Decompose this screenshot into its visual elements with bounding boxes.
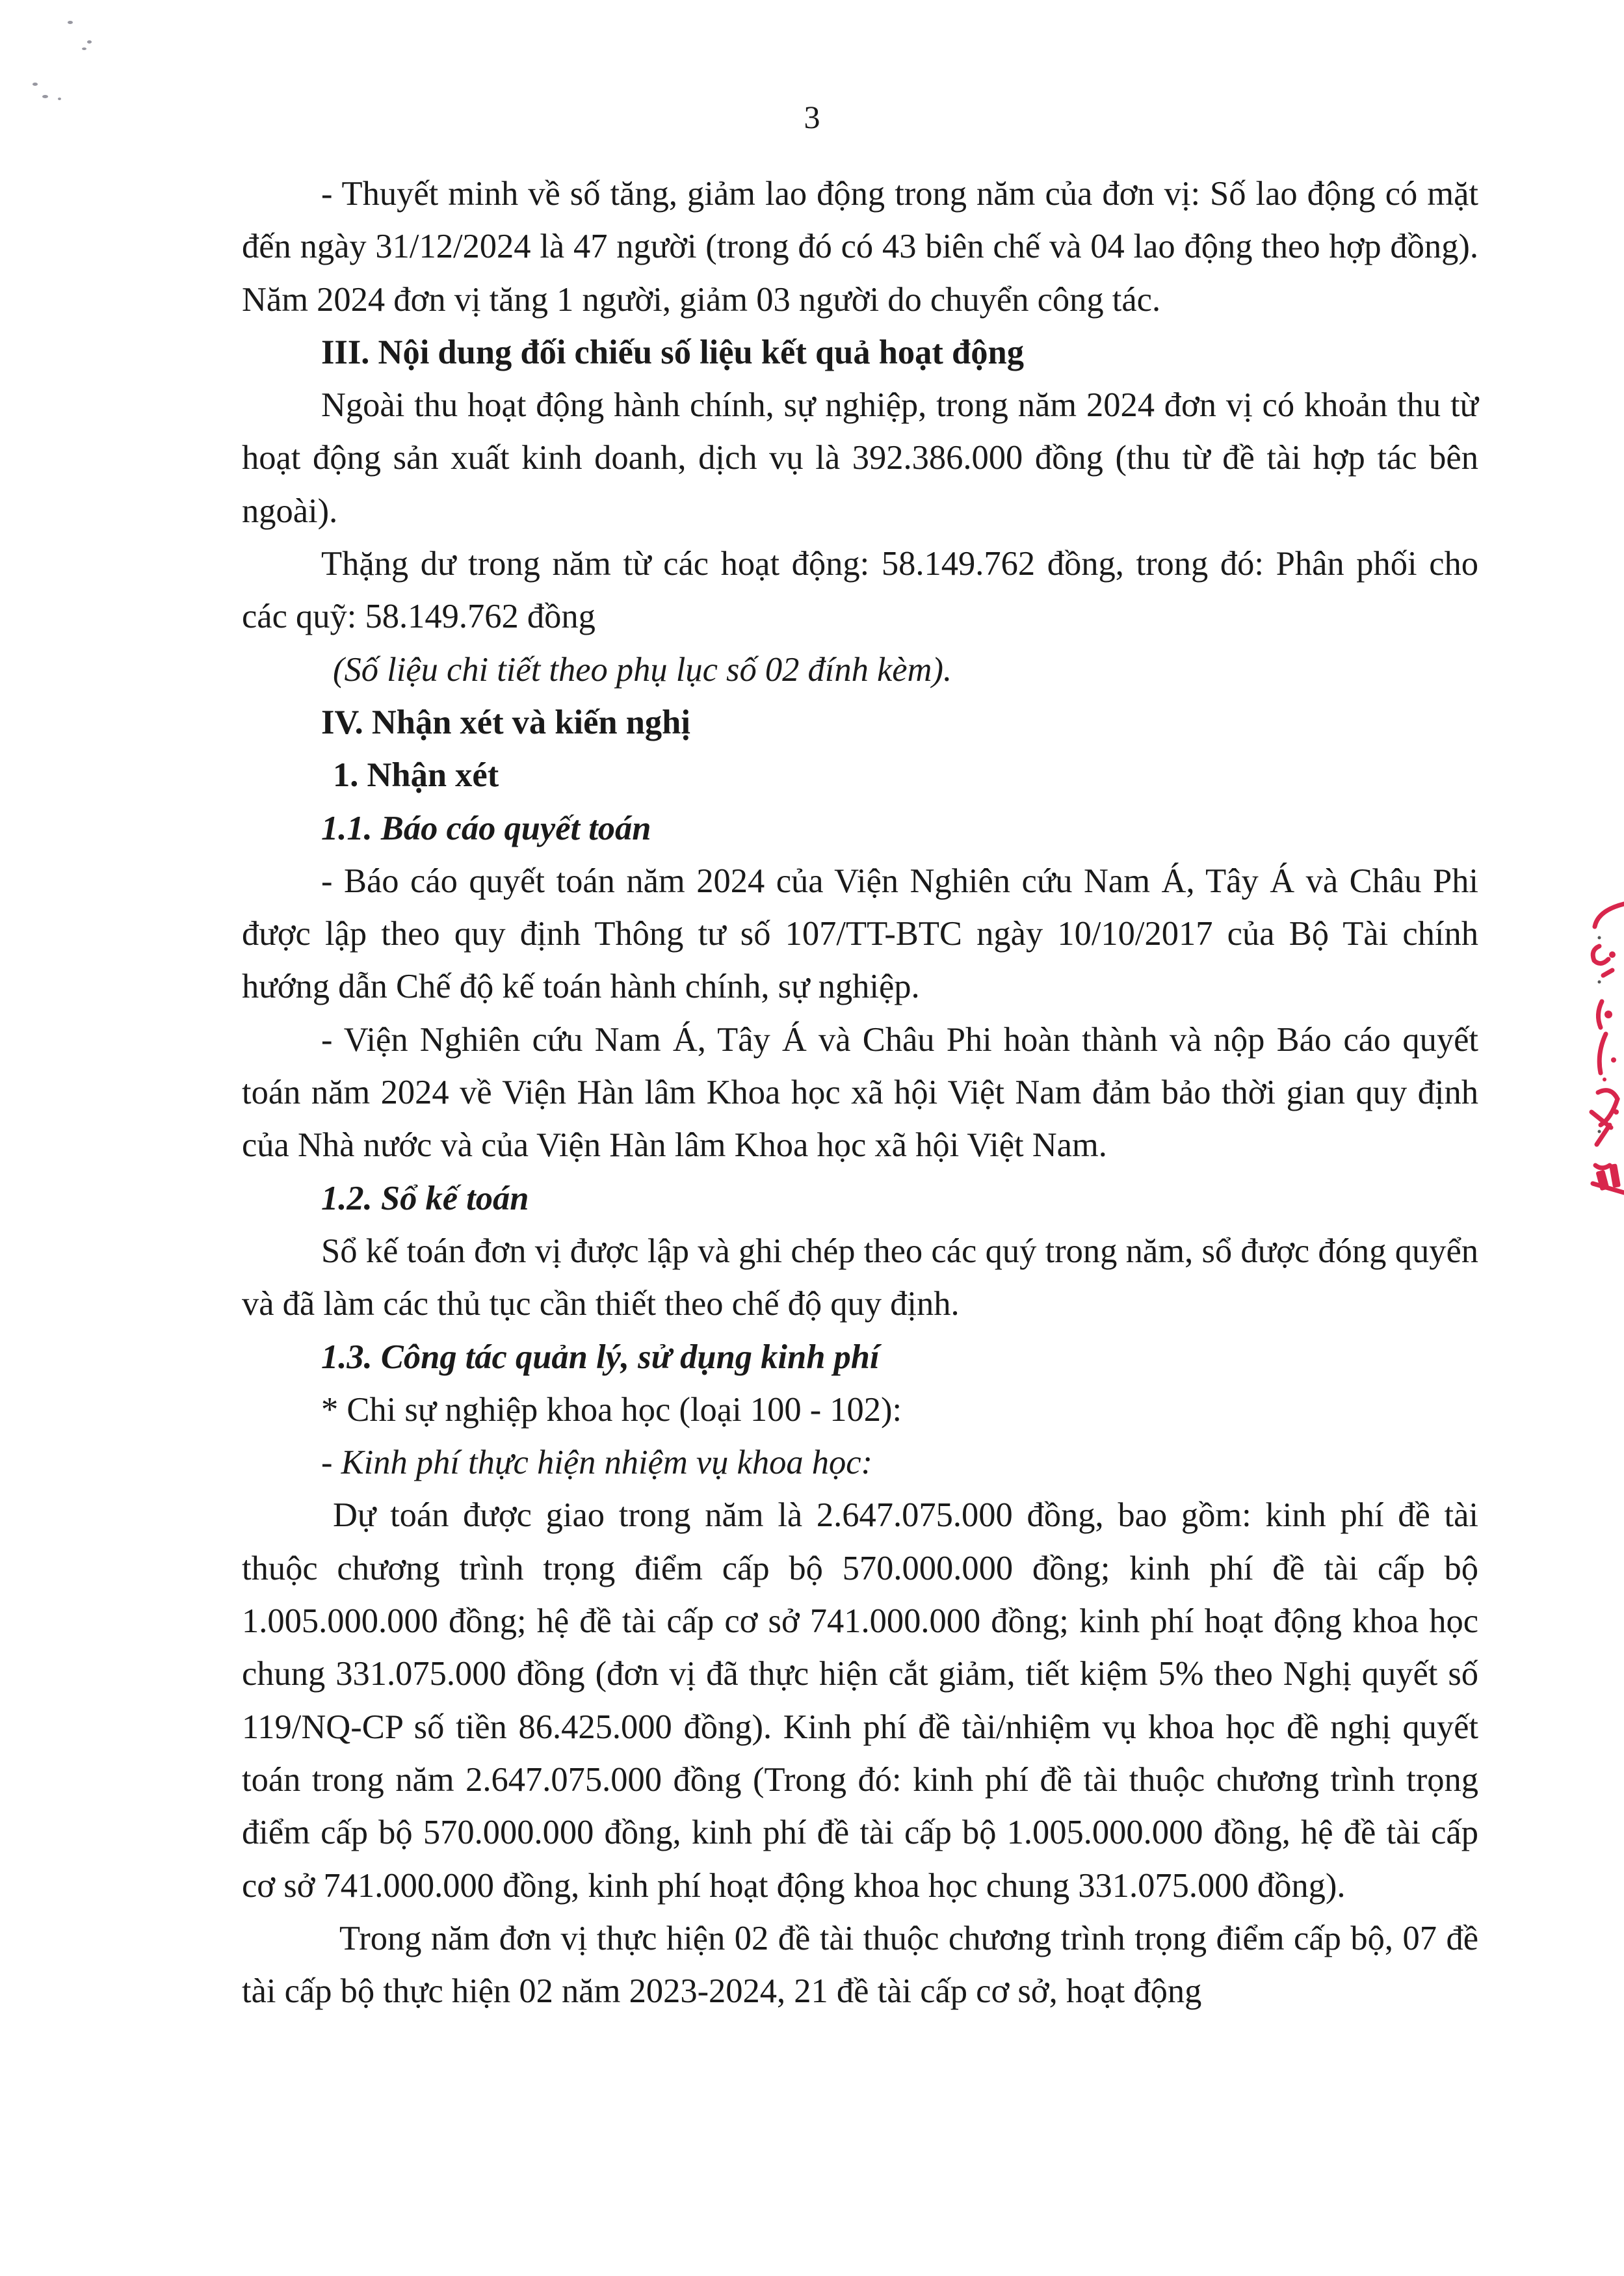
heading-section-iii: III. Nội dung đối chiếu số liệu kết quả hoạt động (321, 333, 1024, 371)
scan-speck (82, 47, 86, 50)
paragraph-labor-change: - Thuyết minh về số tăng, giảm lao động trong năm của đơn vị: Số lao động có mặt đến ngày 31/12/2024 là 47 người (trong đó có 43 biên chế và 04 lao động theo hợp đồng). Năm 2024 đơn vị tăng 1 người, giảm 03 người do chuyển công tác. (242, 175, 1478, 319)
paragraph-accounting-books: Sổ kế toán đơn vị được lập và ghi chép theo các quý trong năm, sổ được đóng quyển và đã làm các thủ tục cần thiết theo chế độ quy định. (242, 1232, 1478, 1323)
paragraph-business-revenue: Ngoài thu hoạt động hành chính, sự nghiệp, trong năm 2024 đơn vị có khoản thu từ hoạt động sản xuất kinh doanh, dịch vụ là 392.386.000 đồng (thu từ đề tài hợp tác bên ngoài). (242, 386, 1478, 530)
page-number: 3 (804, 99, 820, 135)
heading-1-2-accounting-books: 1.2. Sổ kế toán (321, 1179, 529, 1217)
scan-speck (33, 83, 38, 86)
heading-1-remarks: 1. Nhận xét (333, 756, 499, 795)
paragraph-budget-allocation: Dự toán được giao trong năm là 2.647.075.000 đồng, bao gồm: kinh phí đề tài thuộc chương trình trọng điểm cấp bộ 570.000.000 đồng; kinh phí đề tài cấp bộ 1.005.000.000 đồng; hệ đề tài cấp cơ sở 741.000.000 đồng; kinh phí hoạt động khoa học chung 331.075.000 đồng (đơn vị đã thực hiện cắt giảm, tiết kiệm 5% theo Nghị quyết số 119/NQ-CP số tiền 86.425.000 đồng). Kinh phí đề tài/nhiệm vụ khoa học đề nghị quyết toán trong năm 2.647.075.000 đồng (Trong đó: kinh phí đề tài thuộc chương trình trọng điểm cấp bộ 570.000.000 đồng, kinh phí đề tài cấp bộ 1.005.000.000 đồng, hệ đề tài cấp cơ sở 741.000.000 đồng, kinh phí hoạt động khoa học chung 331.075.000 đồng). (242, 1496, 1478, 1905)
paragraph-settlement-report-submission: - Viện Nghiên cứu Nam Á, Tây Á và Châu Phi hoàn thành và nộp Báo cáo quyết toán năm 2024 về Viện Hàn lâm Khoa học xã hội Việt Nam đảm bảo thời gian quy định của Nhà nước và của Viện Hàn lâm Khoa học xã hội Việt Nam. (242, 1020, 1478, 1165)
document-body (242, 168, 1478, 2018)
paragraph-science-task-funding: - Kinh phí thực hiện nhiệm vụ khoa học: (321, 1444, 873, 1482)
scan-speck (87, 40, 92, 44)
heading-1-3-fund-management: 1.3. Công tác quản lý, sử dụng kinh phí (321, 1338, 880, 1376)
red-seal-stamp (1559, 897, 1624, 1203)
paragraph-surplus: Thặng dư trong năm từ các hoạt động: 58.149.762 đồng, trong đó: Phân phối cho các quỹ: 58.149.762 đồng (242, 545, 1478, 636)
scan-speck (42, 95, 48, 98)
seal-icon (1559, 897, 1624, 1203)
note-appendix-02: (Số liệu chi tiết theo phụ lục số 02 đính kèm). (333, 650, 952, 689)
scan-speck (58, 98, 61, 100)
paragraph-projects-count: Trong năm đơn vị thực hiện 02 đề tài thuộc chương trình trọng điểm cấp bộ, 07 đề tài cấp bộ thực hiện 02 năm 2023-2024, 21 đề tài cấp cơ sở, hoạt động (242, 1919, 1478, 2011)
paragraph-science-expenditure: * Chi sự nghiệp khoa học (loại 100 - 102): (321, 1390, 902, 1429)
heading-1-1-settlement-report: 1.1. Báo cáo quyết toán (321, 809, 651, 847)
heading-section-iv: IV. Nhận xét và kiến nghị (321, 703, 690, 741)
paragraph-settlement-report-basis: - Báo cáo quyết toán năm 2024 của Viện Nghiên cứu Nam Á, Tây Á và Châu Phi được lập theo quy định Thông tư số 107/TT-BTC ngày 10/10/2017 của Bộ Tài chính hướng dẫn Chế độ kế toán hành chính, sự nghiệp. (242, 862, 1478, 1006)
scan-speck (68, 21, 73, 24)
